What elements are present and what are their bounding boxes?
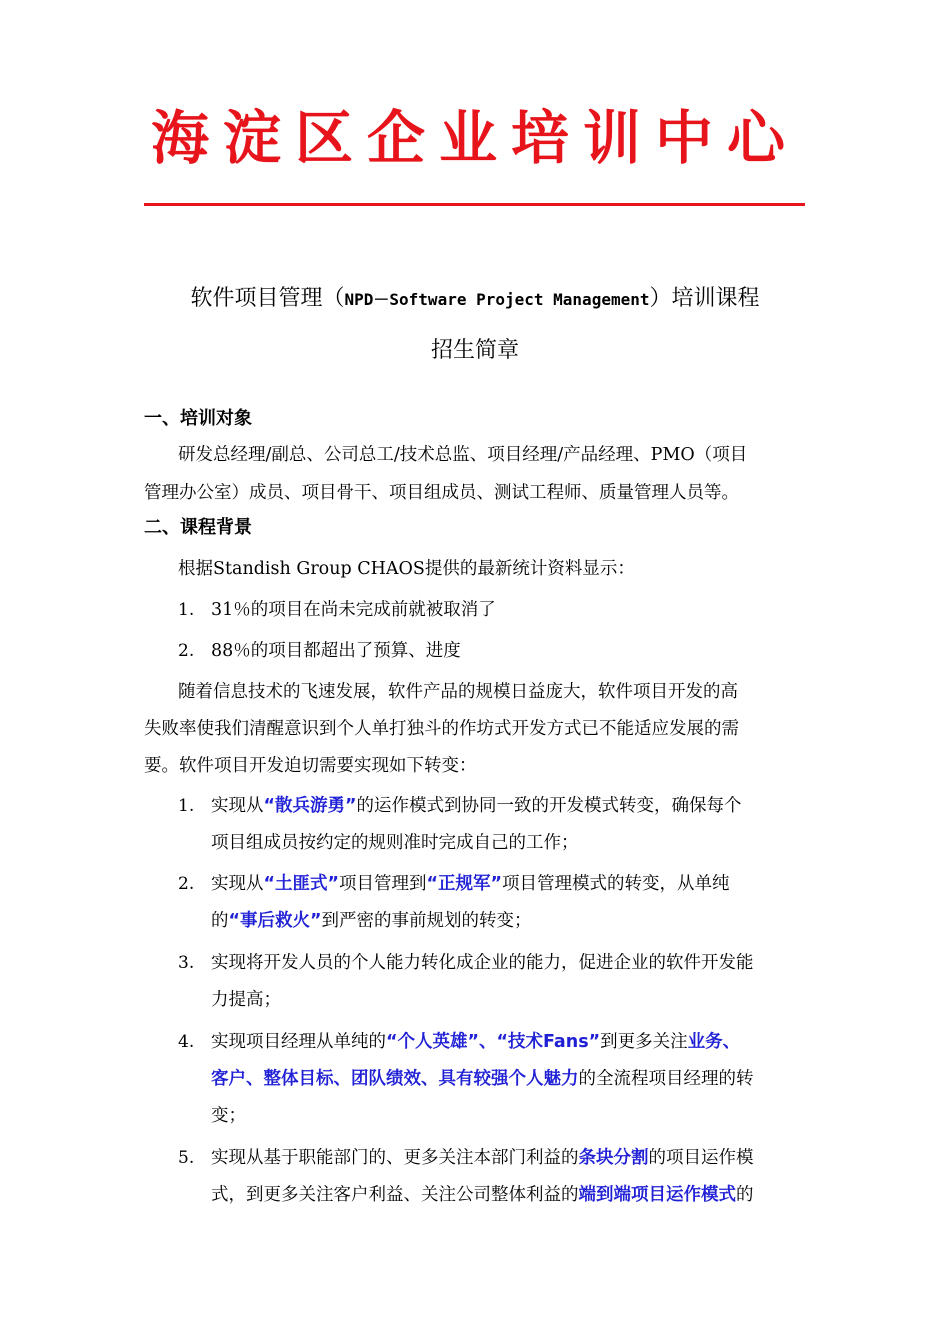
list-item-line — [211, 1145, 754, 1171]
text-run: 实现将开发人员的个人能力转化成企业的能力，促进企业的软件开发能 — [211, 953, 754, 973]
background-intro: 根据Standish Group CHAOS提供的最新统计资料显示： — [178, 559, 635, 579]
stat-text: 31％的项目在尚未完成前就被取消了 — [211, 600, 496, 620]
background-paragraph-line: 要。软件项目开发迫切需要实现如下转变： — [144, 756, 477, 776]
course-title-suffix: ）培训课程 — [649, 286, 760, 311]
list-item-line — [211, 830, 579, 856]
item-number: 3. — [178, 953, 195, 973]
text-run: 实现从 — [211, 874, 264, 894]
list-item-line — [211, 1066, 754, 1092]
organization-title: 海淀区企业培训中心 — [150, 104, 799, 172]
text-run: 项目管理模式的转变，从单纯 — [502, 874, 730, 894]
highlight-text: “散兵游勇” — [263, 796, 357, 816]
text-run: 力提高； — [211, 990, 281, 1010]
list-item-line — [211, 1182, 754, 1208]
text-run: 的全流程项目经理的转 — [578, 1069, 754, 1089]
text-run: 到更多关注 — [600, 1032, 688, 1052]
course-title-english: NPD－Software Project Management — [344, 290, 650, 309]
background-paragraph-line: 随着信息技术的飞速发展，软件产品的规模日益庞大，软件项目开发的高 — [178, 682, 738, 702]
text-run: 的 — [211, 911, 229, 931]
highlight-text: 客户、整体目标、团队绩效、具有较强个人魅力 — [211, 1069, 579, 1089]
audience-line: 研发总经理/副总、公司总工/技术总监、项目经理/产品经理、PMO（项目 — [178, 445, 748, 465]
list-item-line — [211, 793, 742, 819]
section-heading-background: 二、课程背景 — [144, 517, 252, 538]
list-item-line — [211, 987, 281, 1013]
course-title-prefix: 软件项目管理（ — [190, 286, 345, 311]
course-subtitle: 招生简章 — [430, 338, 519, 363]
item-number: 5. — [178, 1148, 195, 1168]
highlight-text: 端到端项目运作模式 — [578, 1185, 736, 1205]
highlight-text: “个人英雄”、“技术Fans” — [386, 1032, 601, 1052]
list-item-line — [211, 950, 754, 976]
text-run: 的项目运作模 — [648, 1148, 754, 1168]
highlight-text: 条块分割 — [578, 1148, 649, 1168]
text-run: 项目组成员按约定的规则准时完成自己的工作； — [211, 833, 579, 853]
background-paragraph-line: 失败率使我们清醒意识到个人单打独斗的作坊式开发方式已不能适应发展的需 — [144, 719, 739, 739]
stat-number: 2. — [178, 641, 195, 661]
section-heading-audience: 一、培训对象 — [144, 408, 252, 429]
list-item-line — [211, 871, 730, 897]
highlight-text: 业务、 — [687, 1032, 741, 1052]
text-run: 项目管理到 — [339, 874, 427, 894]
text-run: 式，到更多关注客户利益、关注公司整体利益的 — [211, 1185, 579, 1205]
title-divider — [144, 203, 805, 206]
text-run: 实现从基于职能部门的、更多关注本部门利益的 — [211, 1148, 579, 1168]
item-number: 1. — [178, 796, 195, 816]
text-run: 的运作模式到协同一致的开发模式转变，确保每个 — [356, 796, 742, 816]
item-number: 4. — [178, 1032, 195, 1052]
list-item-line — [211, 1103, 246, 1129]
highlight-text: “土匪式” — [263, 874, 340, 894]
audience-line: 管理办公室）成员、项目骨干、项目组成员、测试工程师、质量管理人员等。 — [144, 483, 739, 503]
stat-text: 88％的项目都超出了预算、进度 — [211, 641, 461, 661]
text-run: 实现项目经理从单纯的 — [211, 1032, 386, 1052]
text-run: 实现从 — [211, 796, 264, 816]
highlight-text: “正规军” — [426, 874, 503, 894]
list-item-line — [211, 908, 532, 934]
text-run: 到严密的事前规划的转变； — [321, 911, 532, 931]
text-run: 的 — [736, 1185, 754, 1205]
highlight-text: “事后救火” — [228, 911, 322, 931]
course-title — [0, 284, 950, 315]
item-number: 2. — [178, 874, 195, 894]
text-run: 变； — [211, 1106, 246, 1126]
list-item-line — [211, 1029, 740, 1055]
stat-number: 1. — [178, 600, 195, 620]
